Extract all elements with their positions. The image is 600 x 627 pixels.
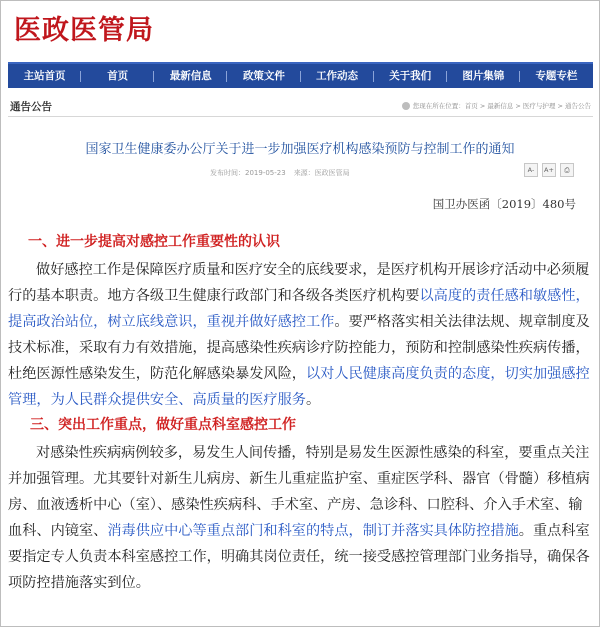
source-label: 来源： (293, 169, 315, 177)
article-title: 国家卫生健康委办公厅关于进一步加强医疗机构感染预防与控制工作的通知 (85, 142, 515, 157)
nav-item-special-topics[interactable]: 专题专栏 (535, 70, 578, 82)
section-header (8, 95, 593, 117)
paragraph-1-highlight-2: 以对人民健康高度负责的态度，切实加强感控管理，为人民群众提供安全、高质量的医疗服务 (8, 366, 590, 408)
paragraph-2-text-2: 。重点科室要指定专人负责本科室感控工作，明确其岗位责任，统一接受感控管理部门业务指导，确保各项防控措施落实到位。 (8, 523, 590, 591)
nav-item-work-updates[interactable]: 工作动态 (301, 64, 374, 88)
article-tools (524, 163, 574, 177)
main-navigation (8, 62, 593, 88)
paragraph-2-text: 对感染性疾病病例较多，易发生人间传播，特别是易发生医源性感染的科室，要重点关注并加强管理。尤其要针对新生儿病房、新生儿重症监护室、重症医学科、器官（骨髓）移植病房、血液透析中心（室）、感染性疾病科、手术室、产房、急诊科、口腔科、介入手术室、输血科、内镜室、 (8, 445, 590, 539)
document-number: 国卫办医函〔2019〕480号 (432, 197, 576, 211)
paragraph-2 (8, 440, 594, 596)
font-decrease-button[interactable]: A- (524, 163, 538, 177)
breadcrumb-text[interactable]: 您现在所在位置：首页 > 最新信息 > 医疗与护理 > 通告公告 (412, 102, 591, 110)
section-title: 通告公告 (10, 101, 52, 113)
paragraph-2-highlight: 消毒供应中心等重点部门和科室的特点，制订并落实具体防控措施 (107, 523, 519, 539)
paragraph-1-highlight-1: 以高度的责任感和敏感性，提高政治站位，树立底线意识，重视并做好感控工作 (8, 288, 590, 330)
publish-label: 发布时间： (210, 169, 245, 177)
nav-item-home[interactable]: 首页 (81, 64, 154, 88)
paragraph-1-text: 做好感控工作是保障医疗质量和医疗安全的底线要求，是医疗机构开展诊疗活动中必须履行的基本职责。地方各级卫生健康行政部门和各级各类医疗机构要 (8, 262, 590, 304)
publish-date: 2019-05-23 (245, 169, 286, 177)
paragraph-1-end: 。 (305, 392, 321, 408)
section-heading-1: 一、进一步提高对感控工作重要性的认识 (28, 234, 280, 250)
article-body (8, 230, 594, 596)
site-logo[interactable]: 医政医管局 (14, 15, 154, 46)
nav-item-latest-news[interactable]: 最新信息 (154, 64, 227, 88)
font-increase-button[interactable]: A+ (542, 163, 556, 177)
article-meta (210, 168, 350, 178)
paragraph-1-text-2: 。要严格落实相关法律法规、规章制度及技术标准，采取有力有效措施，提高感染性疾病诊疗防控能力，预防和控制感染性疾病传播，杜绝医源性感染发生，防范化解感染暴发风险， (8, 314, 590, 382)
nav-item-main-home[interactable]: 主站首页 (8, 64, 81, 88)
section-heading-2: 三、突出工作重点，做好重点科室感控工作 (30, 417, 296, 433)
nav-item-about-us[interactable]: 关于我们 (374, 64, 447, 88)
paragraph-1 (8, 257, 594, 413)
location-pin-icon (402, 102, 410, 110)
nav-item-policy-documents[interactable]: 政策文件 (227, 64, 300, 88)
source-name: 医政医管局 (314, 169, 350, 177)
breadcrumb (402, 101, 591, 110)
print-icon[interactable]: ⎙ (560, 163, 574, 177)
nav-item-photo-gallery[interactable]: 图片集锦 (447, 64, 520, 88)
